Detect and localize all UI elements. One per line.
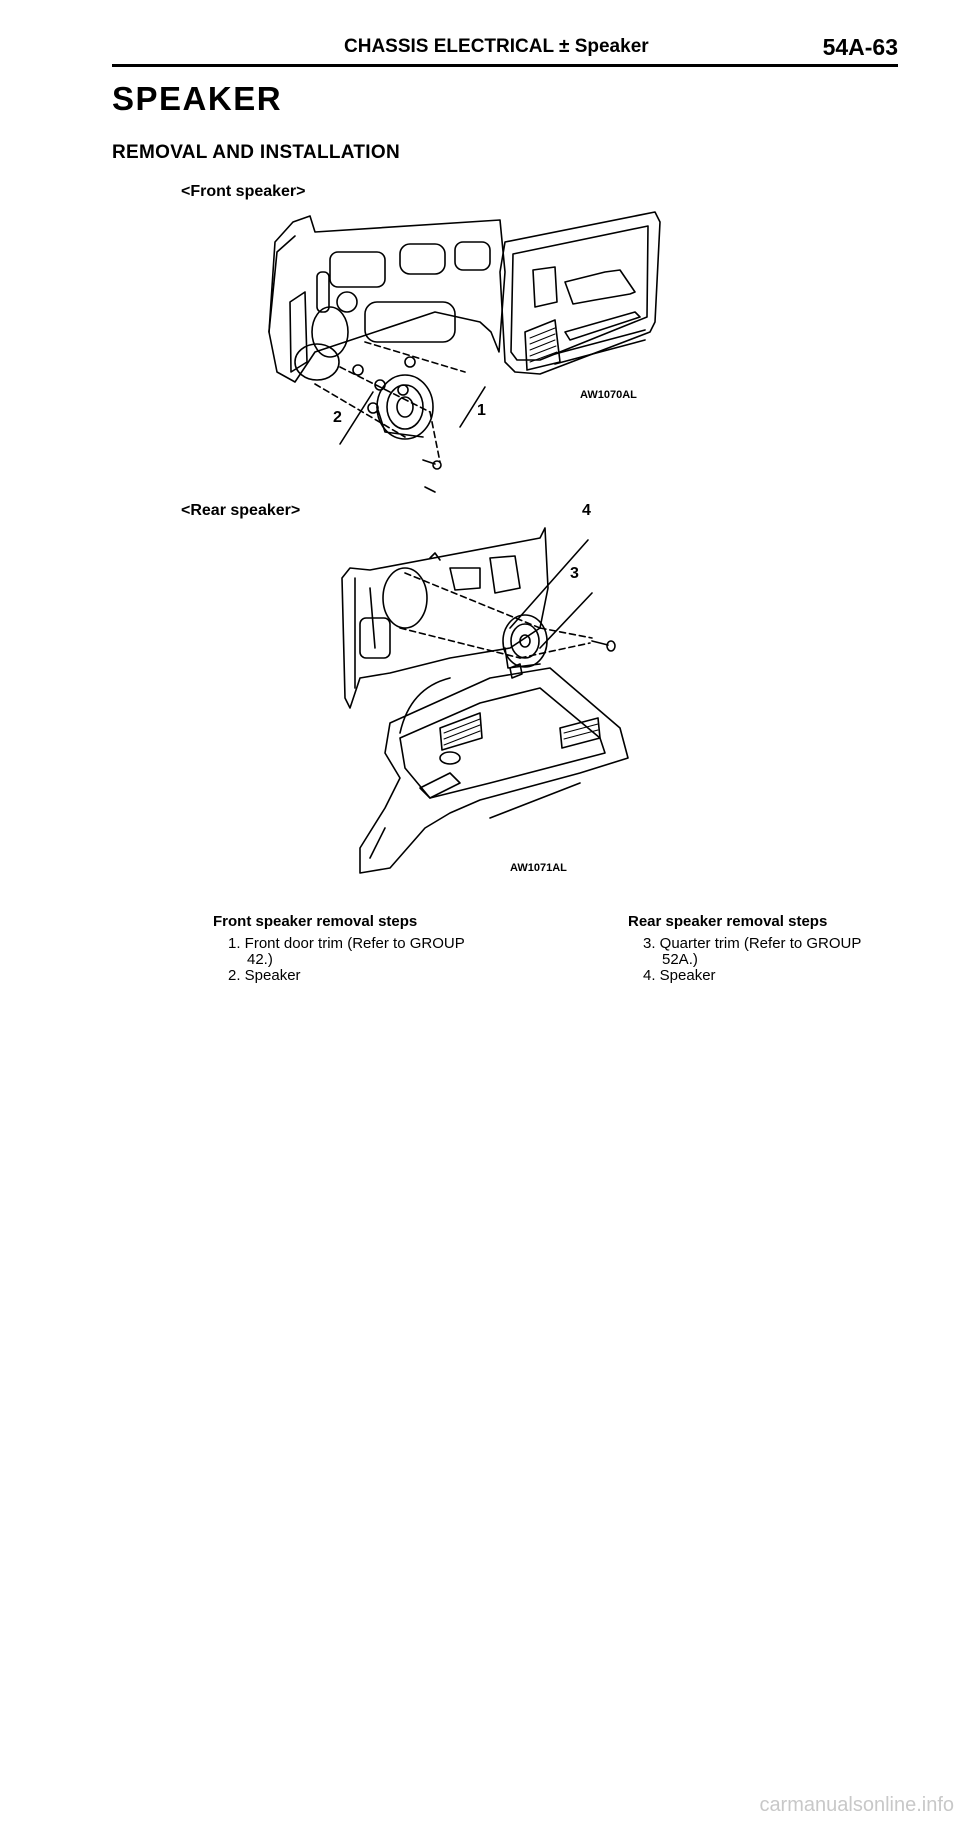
front-removal-steps	[213, 914, 483, 984]
rear-removal-steps	[628, 914, 898, 984]
leader-2	[340, 392, 373, 444]
footer-watermark: carmanualsonline.info	[759, 1794, 954, 1816]
section-title: CHASSIS ELECTRICAL ± Speaker	[344, 36, 649, 57]
rear-speaker-body	[503, 615, 547, 667]
rear-steps-title: Rear speaker removal steps	[628, 913, 828, 930]
front-speaker-illustration	[255, 212, 775, 492]
leader-3	[540, 593, 592, 648]
rear-figure-label: <Rear speaker>	[181, 502, 301, 519]
front-figure-label: <Front speaker>	[181, 183, 306, 200]
page-header	[112, 34, 898, 68]
front-speaker-figure	[255, 212, 775, 492]
rear-step-3: 3. Quarter trim (Refer to GROUP 52A.)	[643, 935, 862, 968]
front-step-1: 1. Front door trim (Refer to GROUP 42.)	[228, 935, 465, 968]
section-subtitle: REMOVAL AND INSTALLATION	[112, 142, 400, 163]
callout-3: 3	[570, 565, 579, 582]
rear-speaker-figure	[330, 502, 690, 880]
leader-4	[510, 540, 588, 628]
page-title: SPEAKER	[112, 80, 283, 117]
callout-2: 2	[333, 409, 342, 426]
front-door-trim-outline	[500, 212, 660, 374]
front-step-2: 2. Speaker	[228, 967, 301, 984]
rear-speaker-illustration	[330, 502, 690, 880]
rear-figure-code: AW1071AL	[510, 862, 567, 874]
header-divider	[112, 64, 898, 67]
page-number: 54A-63	[822, 34, 898, 60]
front-figure-code: AW1070AL	[580, 389, 637, 401]
rear-step-4: 4. Speaker	[643, 967, 716, 984]
front-steps-title: Front speaker removal steps	[213, 913, 418, 930]
callout-1: 1	[477, 402, 486, 419]
callout-4: 4	[582, 502, 591, 519]
